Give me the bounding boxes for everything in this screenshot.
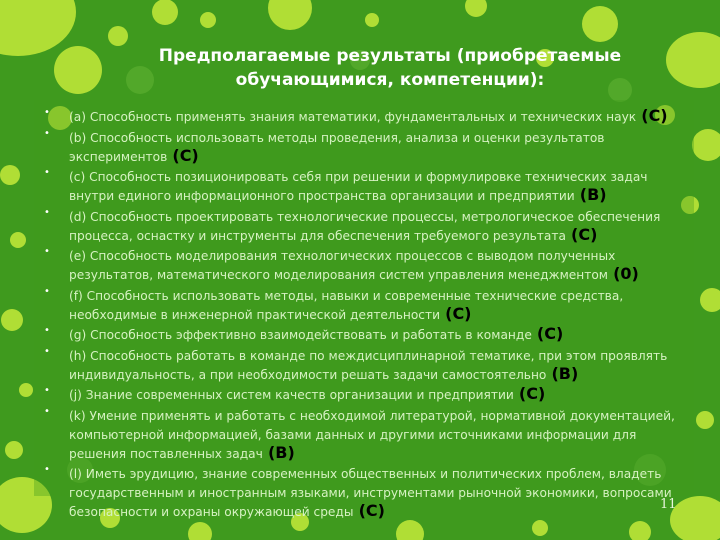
bullet-icon: •	[44, 167, 50, 178]
bullet-icon: •	[44, 345, 50, 357]
competency-mark: (C)	[445, 303, 472, 323]
competency-text: (k) Умение применять и работать с необходимой литературой, нормативной документацией, компьютерной информацией, базами данных и другими источниками информации для решения поставленных задач	[69, 408, 675, 461]
page-number: 11	[660, 497, 677, 512]
competency-mark: (B)	[579, 185, 607, 204]
competency-text: (e) Способность моделирования технологических процессов с выводом полученных результатов, математического моделирования систем управления менеджментом	[69, 249, 616, 282]
competency-item-a	[40, 106, 680, 125]
competency-mark: (C)	[518, 384, 546, 403]
bullet-icon: •	[44, 285, 50, 297]
competency-mark: (C)	[571, 224, 598, 244]
competency-item-c	[40, 166, 680, 204]
competency-item-b	[40, 127, 680, 165]
competency-mark: (B)	[267, 442, 295, 462]
competency-text: (g) Способность эффективно взаимодействовать и работать в команде	[69, 328, 532, 342]
title-line-1: Предполагаемые результаты (приобретаемые	[158, 46, 622, 66]
bullet-icon: •	[44, 127, 50, 139]
competency-item-j	[40, 384, 680, 403]
competency-text: (c) Способность позиционировать себя при решении и формулировке технических задач внутри единого информационного пространства организации и предприятии	[69, 170, 648, 203]
competency-mark: (B)	[551, 363, 579, 383]
bullet-icon: •	[44, 325, 50, 336]
competency-item-e	[40, 245, 680, 283]
bullet-icon: •	[44, 405, 50, 417]
competency-item-l	[40, 463, 680, 520]
competency-text: (a) Способность применять знания математики, фундаментальных и технических наук	[69, 110, 637, 124]
competency-item-k	[40, 405, 680, 462]
competency-list	[40, 106, 680, 522]
competency-text: (d) Способность проектировать технологические процессы, метрологическое обеспечения процесса, оснастку и инструменты для обеспечения требуемого результата	[69, 209, 661, 243]
competency-text: (j) Знание современных систем качеств организации и предприятии	[69, 388, 514, 402]
competency-item-g	[40, 324, 680, 343]
competency-text: (l) Иметь эрудицию, знание современных общественных и политических проблем, владеть государственным и иностранным языками, инструментами рыночной экономики, вопросами безопасности и охраны окружающей среды	[69, 467, 672, 519]
competency-mark: (C)	[358, 501, 385, 520]
competency-text: (b) Способность использовать методы проведения, анализа и оценки результатов экспериментов	[69, 130, 605, 164]
competency-item-d	[40, 206, 680, 244]
slide-title	[60, 44, 720, 92]
competency-mark: (C)	[172, 145, 199, 165]
bullet-icon: •	[44, 246, 50, 257]
bullet-icon: •	[44, 206, 50, 218]
competency-mark: (C)	[536, 324, 564, 343]
bullet-icon: •	[44, 107, 50, 118]
bullet-icon: •	[44, 385, 50, 396]
competency-text: (h) Способность работать в команде по междисциплинарной тематике, при этом проявлять индивидуальность, а при необходимости решать задачи самостоятельно	[69, 348, 668, 382]
competency-item-h	[40, 345, 680, 383]
competency-item-f	[40, 285, 680, 323]
competency-mark: (0)	[613, 264, 639, 283]
competency-text: (f) Способность использовать методы, навыки и современные технические средства, необходимые в инженерной практической деятельности	[69, 288, 624, 322]
title-line-2: обучающимися, компетенции):	[235, 70, 545, 90]
bullet-icon: •	[44, 464, 50, 475]
competency-mark: (C)	[641, 106, 668, 125]
